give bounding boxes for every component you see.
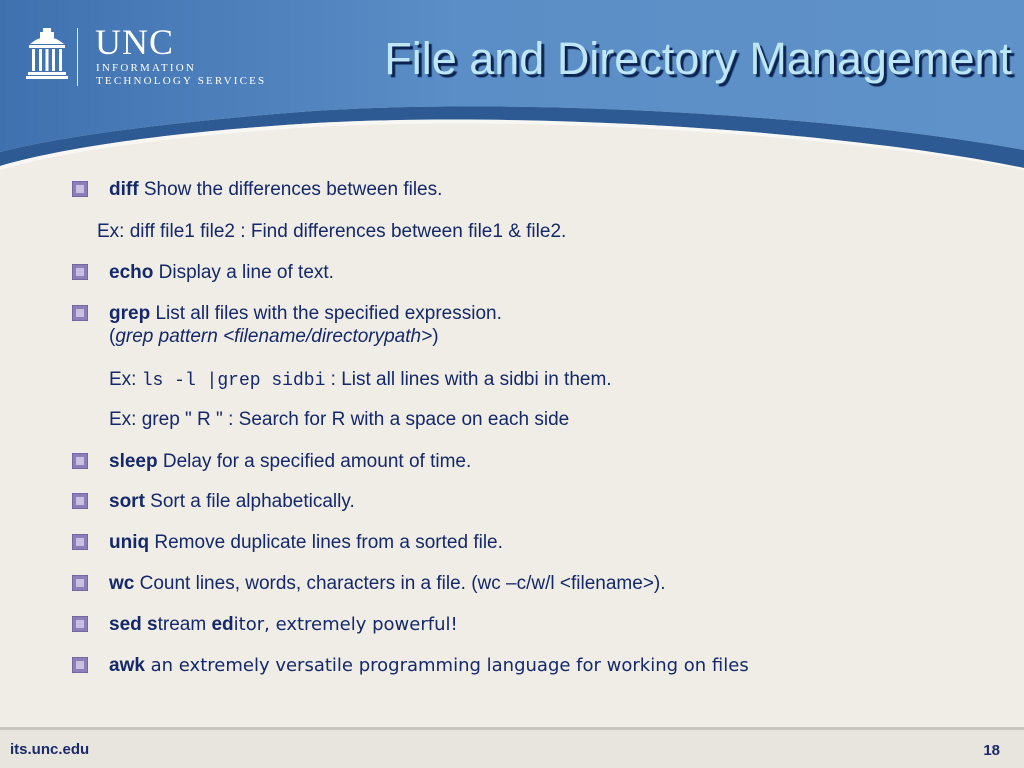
list-item	[109, 490, 355, 514]
list-item	[109, 302, 502, 326]
example-text: Ex: grep " R " : Search for R with a space on each side	[109, 409, 570, 430]
command-description: Count lines, words, characters in a file. (wc –c/w/l <filename>).	[134, 573, 666, 594]
command-name: diff	[109, 179, 139, 200]
command-description: List all files with the specified expression.	[150, 303, 502, 324]
example-line	[109, 368, 612, 393]
list-item	[109, 531, 503, 555]
command-description: Remove duplicate lines from a sorted file.	[149, 532, 503, 553]
command-name: awk	[109, 655, 145, 676]
command-name: sed	[109, 614, 142, 635]
logo-divider	[77, 28, 78, 86]
footer-url: its.unc.edu	[10, 741, 90, 758]
command-description-rest: itor, extremely powerful!	[233, 614, 458, 635]
example-line	[109, 408, 569, 432]
command-description: tream	[157, 614, 212, 635]
bullet-icon	[72, 305, 88, 321]
command-description: Sort a file alphabetically.	[144, 491, 355, 512]
bullet-icon	[72, 575, 88, 591]
example-code: ls -l |grep sidbi	[141, 371, 326, 391]
syntax-close-paren: )	[432, 326, 439, 347]
syntax-text: grep pattern <filename/directorypath>	[115, 326, 433, 347]
command-name: echo	[109, 262, 154, 283]
command-name: uniq	[109, 532, 150, 553]
bullet-icon	[72, 616, 88, 632]
list-item	[109, 261, 334, 285]
bullet-icon	[72, 493, 88, 509]
list-item	[109, 654, 749, 678]
command-name: sleep	[109, 451, 158, 472]
example-rest: : List all lines with a sidbi in them.	[325, 369, 612, 390]
logo-wordmark: UNC	[95, 22, 175, 62]
example-line	[97, 220, 566, 244]
command-description: Delay for a specified amount of time.	[157, 451, 472, 472]
footer-bar	[0, 730, 1024, 768]
command-name: sort	[109, 491, 145, 512]
command-description: Show the differences between files.	[138, 179, 443, 200]
command-abbrev-ed: ed	[211, 614, 234, 635]
bullet-icon	[72, 181, 88, 197]
logo-subtitle-line1: INFORMATION	[96, 62, 196, 74]
list-item	[109, 613, 458, 637]
bullet-icon	[72, 534, 88, 550]
command-description: Display a line of text.	[153, 262, 334, 283]
command-abbrev-s: s	[141, 614, 158, 635]
old-well-icon	[26, 28, 68, 80]
bullet-icon	[72, 453, 88, 469]
syntax-open-paren: (	[109, 326, 116, 347]
list-item	[109, 572, 666, 596]
logo-subtitle-line2: TECHNOLOGY SERVICES	[96, 75, 267, 87]
list-item	[109, 178, 442, 202]
syntax-line	[109, 325, 439, 349]
command-description: an extremely versatile programming language for working on files	[144, 655, 749, 676]
bullet-icon	[72, 657, 88, 673]
command-name: grep	[109, 303, 151, 324]
example-text: Ex: diff file1 file2 : Find differences between file1 & file2.	[97, 221, 567, 242]
command-name: wc	[109, 573, 135, 594]
slide-number: 18	[983, 742, 1000, 759]
example-prefix: Ex:	[109, 369, 142, 390]
list-item	[109, 450, 471, 474]
bullet-icon	[72, 264, 88, 280]
slide-title: File and Directory Management	[384, 33, 1012, 84]
